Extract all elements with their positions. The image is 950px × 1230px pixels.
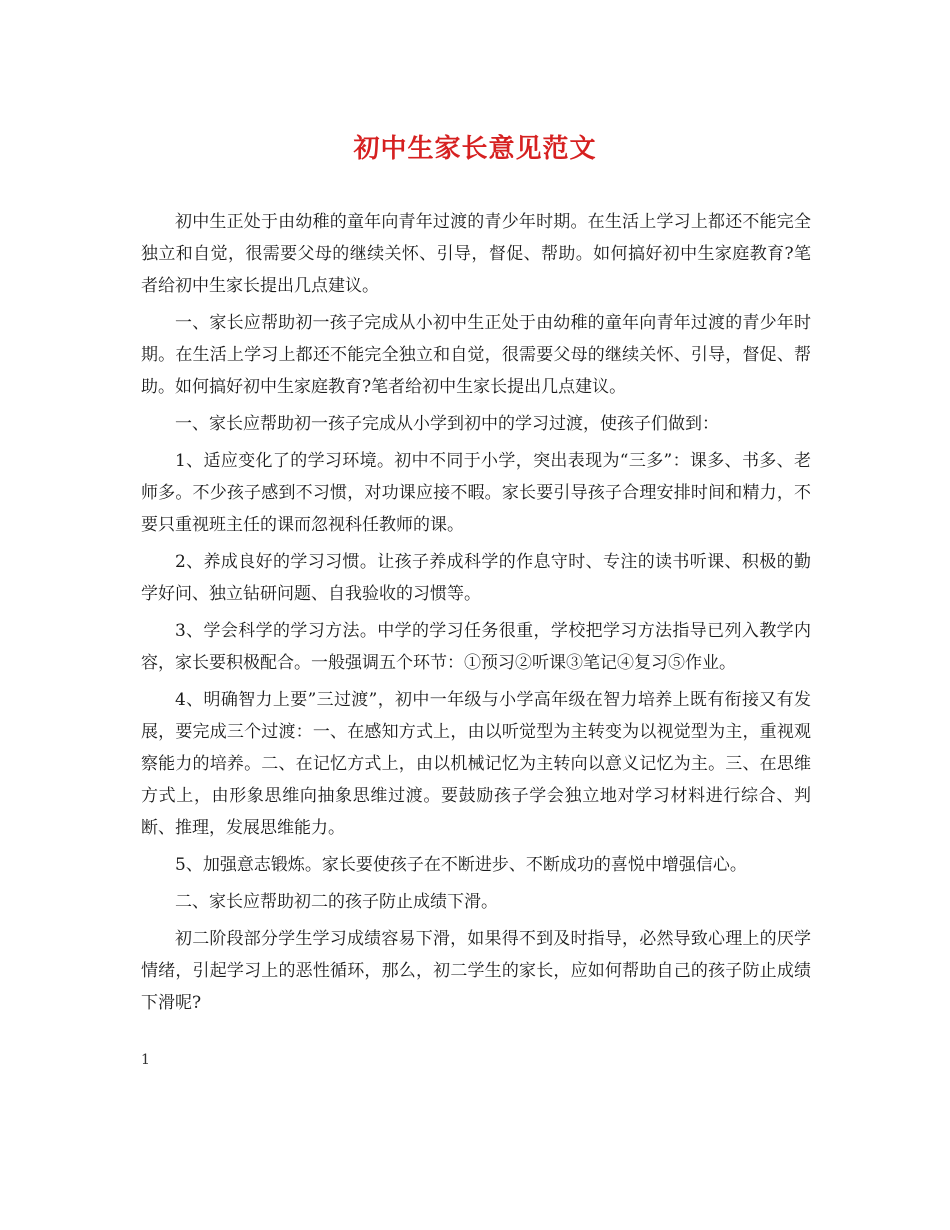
- paragraph: 4、明确智力上要”三过渡”，初中一年级与小学高年级在智力培养上既有衔接又有发展，要完成三个过渡：一、在感知方式上，由以听觉型为主转变为以视觉型为主，重视观察能力的培养。二、在记忆方式上，由以机械记忆为主转向以意义记忆为主。三、在思维方式上，由形象思维向抽象思维过渡。要鼓励孩子学会独立地对学习材料进行综合、判断、推理，发展思维能力。: [141, 690, 811, 838]
- paragraph: 1、适应变化了的学习环境。初中不同于小学，突出表现为“三多”：课多、书多、老师多。不少孩子感到不习惯，对功课应接不暇。家长要引导孩子合理安排时间和精力，不要只重视班主任的课而忽视科任教师的课。: [141, 451, 811, 535]
- document-title: 初中生家长意见范文: [353, 134, 597, 164]
- page-number: 1: [141, 1052, 150, 1068]
- paragraph: 一、家长应帮助初一孩子完成从小学到初中的学习过渡，使孩子们做到：: [175, 414, 719, 434]
- paragraph: 3、学会科学的学习方法。中学的学习任务很重，学校把学习方法指导已列入教学内容，家长要积极配合。一般强调五个环节：①预习②听课③笔记④复习⑤作业。: [141, 621, 811, 673]
- paragraph: 初中生正处于由幼稚的童年向青年过渡的青少年时期。在生活上学习上都还不能完全独立和自觉，很需要父母的继续关怀、引导，督促、帮助。如何搞好初中生家庭教育?笔者给初中生家长提出几点建议。: [141, 212, 811, 296]
- paragraph: 2、养成良好的学习习惯。让孩子养成科学的作息守时、专注的读书听课、积极的勤学好问、独立钻研问题、自我验收的习惯等。: [141, 552, 811, 604]
- document-body: [141, 206, 811, 1024]
- paragraph: 初二阶段部分学生学习成绩容易下滑，如果得不到及时指导，必然导致心理上的厌学情绪，引起学习上的恶性循环，那么，初二学生的家长，应如何帮助自己的孩子防止成绩下滑呢?: [141, 929, 811, 1013]
- paragraph: 二、家长应帮助初二的孩子防止成绩下滑。: [175, 892, 498, 912]
- paragraph: 5、加强意志锻炼。家长要使孩子在不断进步、不断成功的喜悦中增强信心。: [175, 855, 747, 875]
- paragraph: 一、家长应帮助初一孩子完成从小初中生正处于由幼稚的童年向青年过渡的青少年时期。在生活上学习上都还不能完全独立和自觉，很需要父母的继续关怀、引导，督促、帮助。如何搞好初中生家庭教育?笔者给初中生家长提出几点建议。: [141, 313, 811, 397]
